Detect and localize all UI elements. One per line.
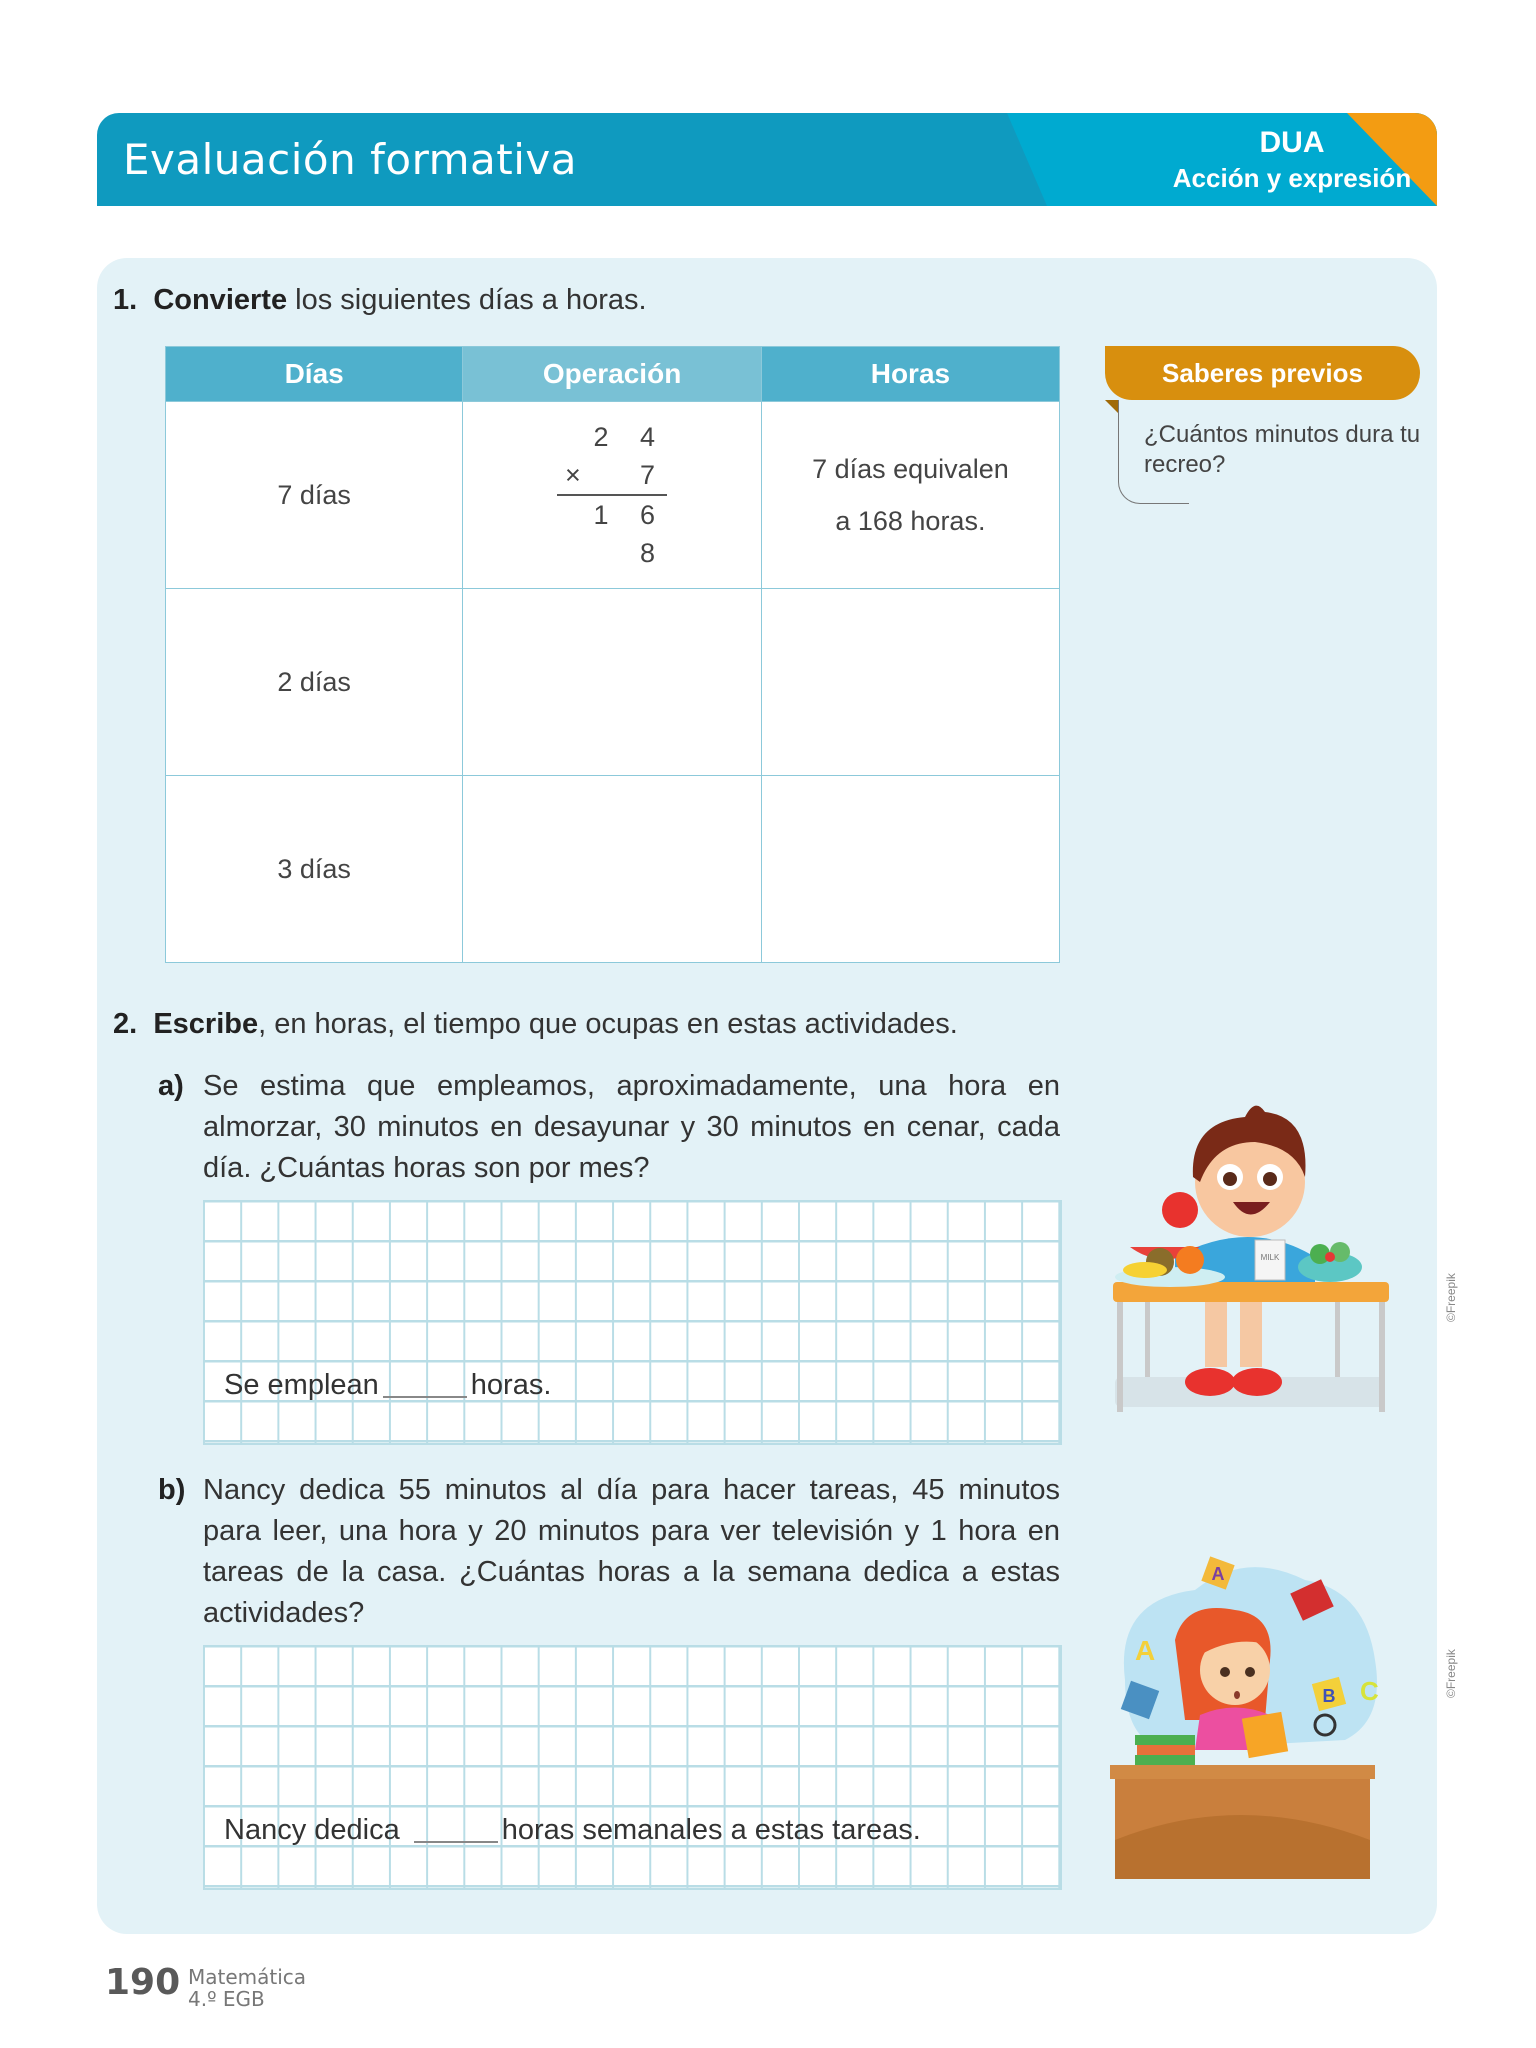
subquestion-b bbox=[158, 1470, 1060, 1634]
subquestion-text: Nancy dedica 55 minutos al día para hacer tareas, 45 minutos para leer, una hora y 20 minutos para ver televisión y 1 hora en tareas de la casa. ¿Cuántas horas a la semana dedica a estas actividades? bbox=[203, 1474, 1060, 1629]
answer-sentence-b bbox=[224, 1814, 921, 1847]
product: 1 6 8 bbox=[557, 494, 667, 572]
conversion-table bbox=[165, 346, 1060, 963]
table-header-row bbox=[166, 347, 1060, 402]
svg-text:C: C bbox=[1360, 1676, 1379, 1706]
answer-grid-b[interactable] bbox=[203, 1645, 1062, 1890]
cell-horas[interactable] bbox=[761, 776, 1059, 963]
cell-operacion[interactable] bbox=[463, 589, 762, 776]
multiply-sign-icon: × bbox=[565, 460, 581, 490]
subquestion-label: b) bbox=[158, 1474, 186, 1506]
question-1-prompt bbox=[113, 284, 647, 317]
horas-line-1: 7 días equivalen bbox=[812, 454, 1009, 484]
cell-operacion[interactable] bbox=[463, 402, 762, 589]
svg-text:A: A bbox=[1211, 1564, 1225, 1584]
cell-operacion[interactable] bbox=[463, 776, 762, 963]
cell-dias: 3 días bbox=[166, 776, 463, 963]
cell-dias: 2 días bbox=[166, 589, 463, 776]
dua-subtitle: Acción y expresión bbox=[1172, 163, 1412, 193]
subquestion-text: Se estima que empleamos, aproximadamente, una hora en almorzar, 30 minutos en desayunar y 30 minutos en cenar, cada día. ¿Cuántas horas son por mes? bbox=[203, 1070, 1060, 1184]
question-number: 1. bbox=[113, 284, 138, 316]
question-text: , en horas, el tiempo que ocupas en estas actividades. bbox=[258, 1008, 958, 1040]
subquestion-a bbox=[158, 1066, 1060, 1189]
book-subject bbox=[188, 1966, 306, 2010]
question-2-prompt bbox=[113, 1008, 958, 1041]
multiplier: 7 bbox=[640, 460, 668, 490]
table-row bbox=[166, 776, 1060, 963]
cell-horas[interactable] bbox=[761, 589, 1059, 776]
image-credit: ©Freepik bbox=[1444, 1649, 1458, 1698]
answer-grid-a[interactable] bbox=[203, 1200, 1062, 1445]
cell-horas[interactable] bbox=[761, 402, 1059, 589]
question-text: los siguientes días a horas. bbox=[287, 284, 647, 316]
answer-blank[interactable] bbox=[383, 1395, 467, 1398]
multiplication-operation bbox=[557, 418, 667, 572]
header-operacion: Operación bbox=[463, 347, 762, 402]
subject-name: Matemática bbox=[188, 1965, 307, 1989]
answer-prefix: Se emplean bbox=[224, 1369, 379, 1401]
header-horas: Horas bbox=[761, 347, 1059, 402]
svg-text:A: A bbox=[1135, 1635, 1156, 1666]
header-dias: Días bbox=[166, 347, 463, 402]
saberes-previos-tab: Saberes previos bbox=[1105, 346, 1420, 400]
dua-title: DUA bbox=[1259, 126, 1325, 159]
table-row bbox=[166, 402, 1060, 589]
answer-blank[interactable] bbox=[414, 1840, 498, 1843]
image-credit: ©Freepik bbox=[1444, 1273, 1458, 1322]
saberes-previos-question: ¿Cuántos minutos dura tu recreo? bbox=[1144, 421, 1421, 478]
answer-suffix: horas semanales a estas tareas. bbox=[501, 1814, 921, 1846]
section-title: Evaluación formativa bbox=[123, 135, 577, 184]
svg-text:B: B bbox=[1322, 1686, 1336, 1706]
question-verb: Escribe bbox=[153, 1008, 259, 1040]
table-row bbox=[166, 589, 1060, 776]
answer-prefix: Nancy dedica bbox=[224, 1814, 400, 1846]
horas-line-2: a 168 horas. bbox=[835, 506, 986, 536]
question-verb: Convierte bbox=[153, 284, 288, 316]
question-number: 2. bbox=[113, 1008, 138, 1040]
boy-eating-illustration bbox=[1105, 1082, 1397, 1428]
grade-level: 4.º EGB bbox=[188, 1987, 265, 2011]
cell-dias: 7 días bbox=[166, 402, 463, 589]
svg-text:MILK: MILK bbox=[1260, 1253, 1280, 1262]
subquestion-label: a) bbox=[158, 1070, 184, 1102]
answer-suffix: horas. bbox=[470, 1369, 552, 1401]
page-number: 190 bbox=[105, 1962, 181, 2003]
tab-fold bbox=[1105, 400, 1119, 414]
section-banner bbox=[97, 113, 1437, 206]
answer-sentence-a bbox=[224, 1369, 551, 1402]
girl-reading-illustration bbox=[1105, 1540, 1397, 1886]
multiplicand: 2 4 bbox=[593, 422, 668, 452]
